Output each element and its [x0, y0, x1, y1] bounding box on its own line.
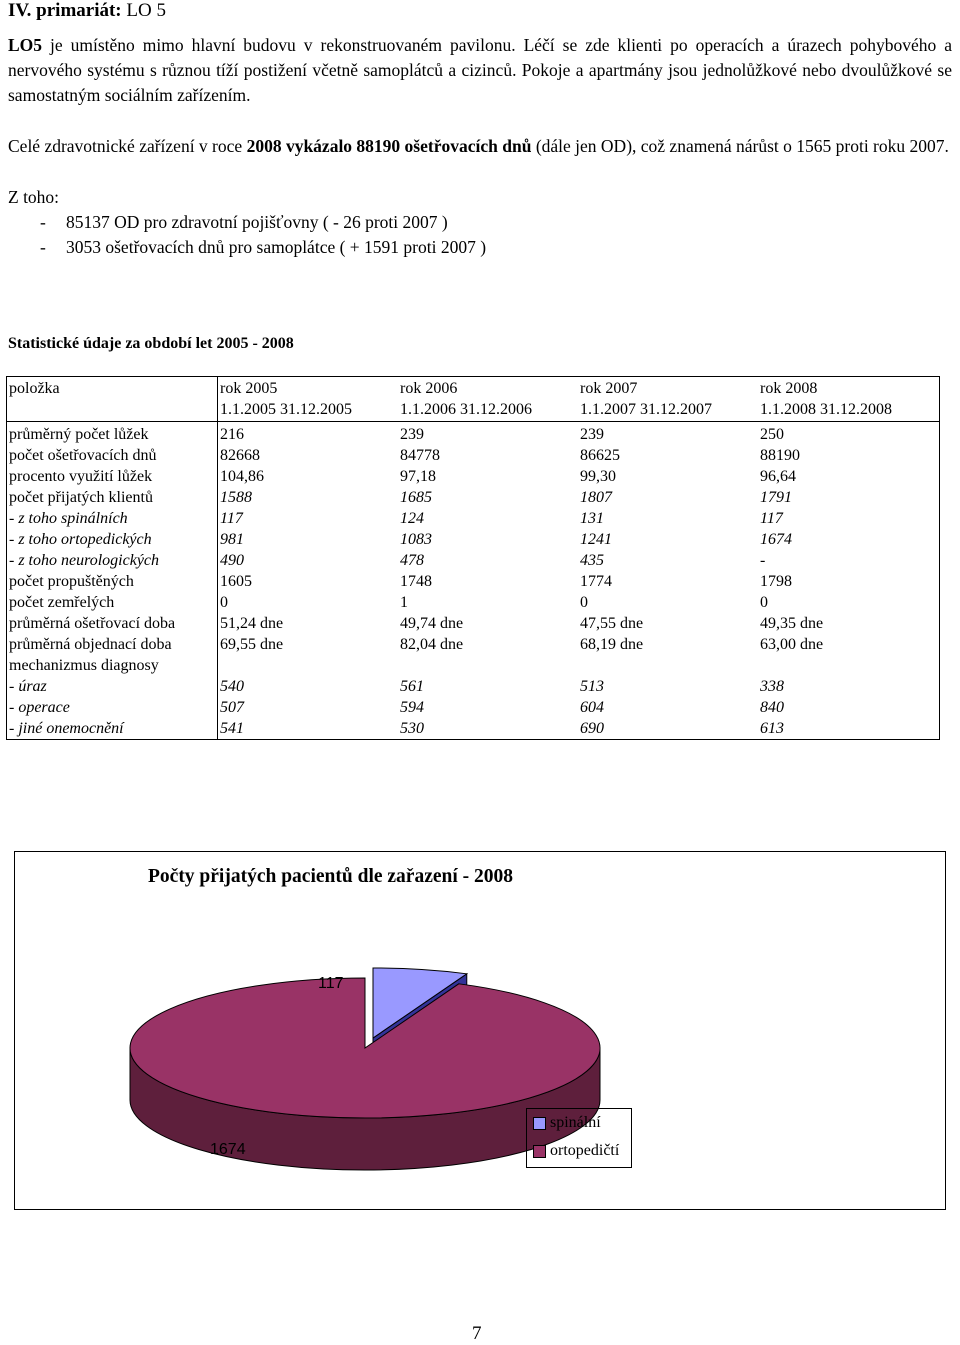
- row-value: 88190: [760, 447, 800, 464]
- row-value: 1241: [580, 531, 612, 548]
- row-label: - jiné onemocnění: [7, 718, 218, 740]
- row-value: 68,19 dne: [580, 636, 644, 653]
- row-value: 216: [220, 426, 244, 443]
- row-value: 540: [220, 678, 244, 695]
- row-value: 250: [760, 426, 784, 443]
- row-label: počet přijatých klientů: [7, 487, 218, 508]
- row-value: 0: [580, 594, 588, 611]
- row-value: 1588: [220, 489, 252, 506]
- page-number: 7: [472, 1323, 482, 1344]
- row-value: 690: [580, 720, 604, 737]
- row-value: 530: [400, 720, 424, 737]
- legend-item-spinalni: [527, 1109, 631, 1137]
- row-value: 541: [220, 720, 244, 737]
- row-value: 96,64: [760, 468, 796, 485]
- summary-post: (dále jen OD), což znamená nárůst o 1565 proti roku 2007.: [531, 136, 949, 156]
- row-value: 82,04 dne: [400, 636, 464, 653]
- header-range: 1.1.2005 31.12.2005: [220, 401, 352, 418]
- legend-label: ortopedičtí: [550, 1142, 620, 1159]
- row-label: procento využití lůžek: [7, 466, 218, 487]
- row-value: 1: [400, 594, 408, 611]
- header-label: položka: [7, 377, 218, 422]
- pie-label-ortopedicti: 1674: [210, 1141, 246, 1158]
- row-label: průměrný počet lůžek: [7, 422, 218, 446]
- row-label: počet zemřelých: [7, 592, 218, 613]
- row-value: 478: [400, 552, 424, 569]
- row-value: 507: [220, 699, 244, 716]
- row-label: - z toho neurologických: [7, 550, 218, 571]
- row-value: 104,86: [220, 468, 264, 485]
- bullet-1-dash: -: [40, 212, 46, 232]
- row-value: 594: [400, 699, 424, 716]
- row-value: 1748: [400, 573, 432, 590]
- header-year: rok 2006: [400, 380, 458, 397]
- row-value: -: [760, 552, 766, 569]
- header-year: rok 2007: [580, 380, 638, 397]
- summary-pre: Celé zdravotnické zařízení v roce: [8, 136, 247, 156]
- row-value: 69,55 dne: [220, 636, 284, 653]
- bullet-2-dash: -: [40, 237, 46, 257]
- row-value: 0: [220, 594, 228, 611]
- row-value: 124: [400, 510, 424, 527]
- intro-bold: LO5: [8, 35, 43, 55]
- row-label: průměrná ošetřovací doba: [7, 613, 218, 634]
- row-value: 1791: [760, 489, 792, 506]
- row-value: 99,30: [580, 468, 616, 485]
- row-value: 1807: [580, 489, 612, 506]
- row-value: 604: [580, 699, 604, 716]
- row-value: 1774: [580, 573, 612, 590]
- row-value: 84778: [400, 447, 440, 464]
- ztoho-label: Z toho:: [8, 187, 60, 207]
- header-year: rok 2008: [760, 380, 818, 397]
- summary-bold: 2008 vykázalo 88190 ošetřovacích dnů: [246, 136, 532, 156]
- intro-text: je umístěno mimo hlavní budovu v rekonstruovaném pavilonu. Léčí se zde klienti po operacích a úrazech pohybového a nervového systému s různou tíží postižení včetně samoplátců a cizinců. Pokoje a apartmány jsou jednolůžkové nebo dvoulůžkové se samostatným sociálním zařízením.: [8, 35, 952, 105]
- row-value: 1798: [760, 573, 792, 590]
- row-value: 435: [580, 552, 604, 569]
- row-value: 63,00 dne: [760, 636, 824, 653]
- row-value: 86625: [580, 447, 620, 464]
- pie-slice-ortopedičtí: [130, 978, 600, 1118]
- row-value: 0: [760, 594, 768, 611]
- bullet-1-text: 85137 OD pro zdravotní pojišťovny ( - 26 proti 2007 ): [66, 212, 448, 232]
- row-label: počet propuštěných: [7, 571, 218, 592]
- row-label: mechanizmus diagnosy: [7, 655, 218, 676]
- row-value: 513: [580, 678, 604, 695]
- legend-label: spinální: [550, 1114, 601, 1131]
- row-value: 131: [580, 510, 604, 527]
- row-value: 1674: [760, 531, 792, 548]
- bullet-2-text: 3053 ošetřovacích dnů pro samoplátce ( + 1591 proti 2007 ): [66, 237, 487, 257]
- stats-title: Statistické údaje za období let 2005 - 2008: [8, 335, 294, 352]
- legend-swatch: [533, 1145, 546, 1158]
- row-value: 490: [220, 552, 244, 569]
- row-value: 49,74 dne: [400, 615, 464, 632]
- row-value: 82668: [220, 447, 260, 464]
- section-heading-rest: LO 5: [121, 0, 166, 21]
- row-value: 981: [220, 531, 244, 548]
- row-value: 1605: [220, 573, 252, 590]
- header-year: rok 2005: [220, 380, 278, 397]
- row-label: průměrná objednací doba: [7, 634, 218, 655]
- header-range: 1.1.2007 31.12.2007: [580, 401, 712, 418]
- row-label: počet ošetřovacích dnů: [7, 445, 218, 466]
- row-value: 117: [220, 510, 243, 527]
- row-value: 1685: [400, 489, 432, 506]
- chart-title: Počty přijatých pacientů dle zařazení - 2008: [148, 866, 514, 887]
- legend-item-ortopedicti: [527, 1137, 631, 1165]
- row-label: - úraz: [7, 676, 218, 697]
- row-label: - z toho spinálních: [7, 508, 218, 529]
- header-range: 1.1.2006 31.12.2006: [400, 401, 532, 418]
- row-value: 840: [760, 699, 784, 716]
- row-label: - operace: [7, 697, 218, 718]
- row-value: 47,55 dne: [580, 615, 644, 632]
- row-value: 613: [760, 720, 784, 737]
- row-value: 51,24 dne: [220, 615, 284, 632]
- pie-label-spinalni: 117: [318, 975, 344, 992]
- chart-legend: [526, 1108, 632, 1168]
- row-value: 117: [760, 510, 783, 527]
- row-value: 239: [400, 426, 424, 443]
- row-value: 1083: [400, 531, 432, 548]
- legend-swatch: [533, 1117, 546, 1130]
- header-range: 1.1.2008 31.12.2008: [760, 401, 892, 418]
- row-value: 561: [400, 678, 424, 695]
- section-heading-bold: IV. primariát:: [8, 0, 122, 21]
- row-label: - z toho ortopedických: [7, 529, 218, 550]
- row-value: 338: [760, 678, 784, 695]
- row-value: 97,18: [400, 468, 436, 485]
- row-value: 239: [580, 426, 604, 443]
- row-value: 49,35 dne: [760, 615, 824, 632]
